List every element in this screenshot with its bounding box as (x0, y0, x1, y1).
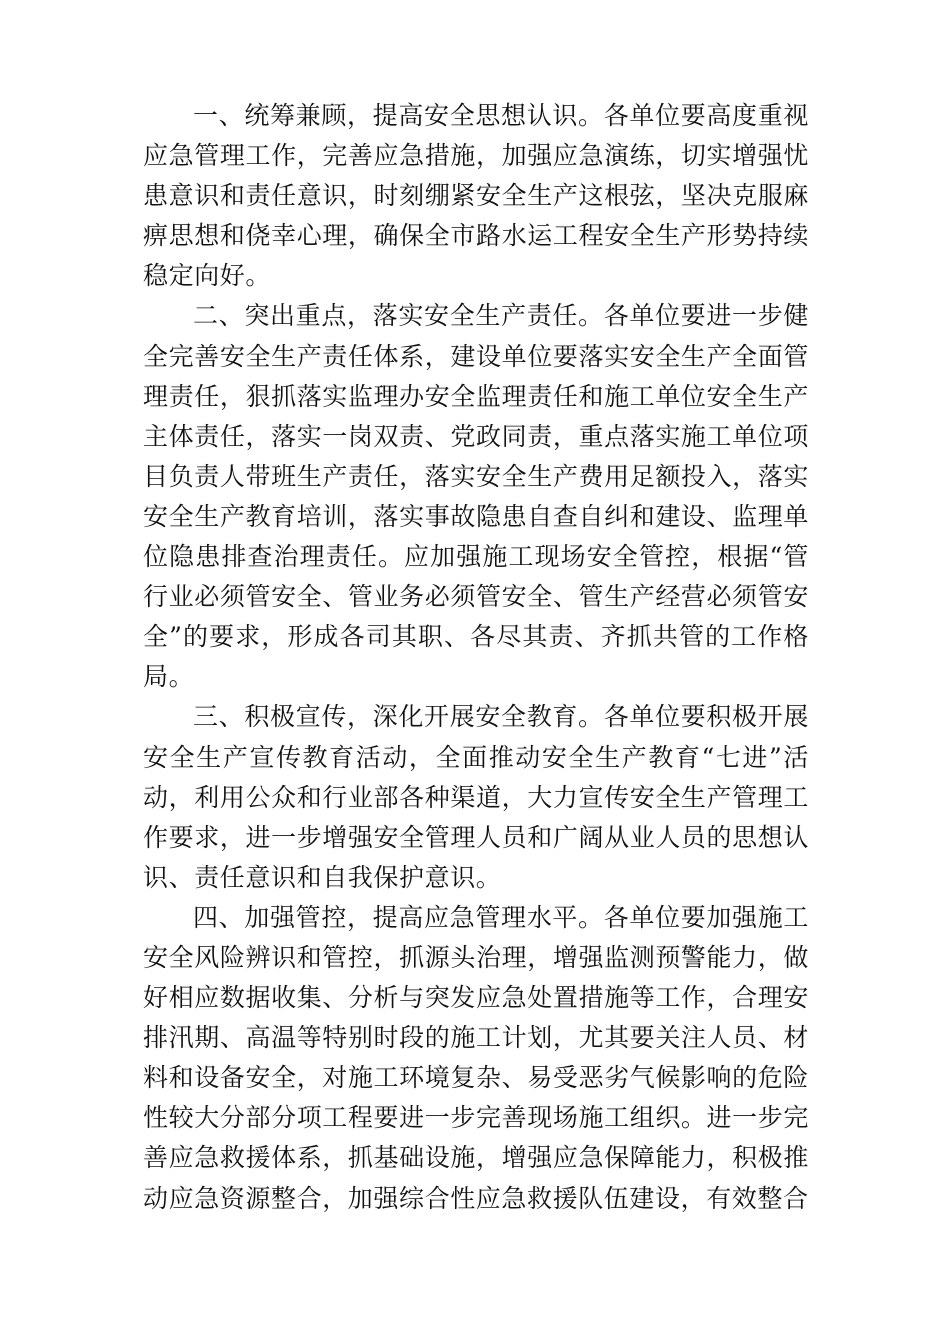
paragraph-3: 三、积极宣传，深化开展安全教育。各单位要积极开展安全生产宣传教育活动，全面推动安全生产教育“七进”活动，利用公众和行业部各种渠道，大力宣传安全生产管理工作要求，进一步增强安全管理人员和广阔从业人员的思想认识、责任意识和自我保护意识。 (143, 702, 809, 892)
paragraph-1: 一、统筹兼顾，提高安全思想认识。各单位要高度重视应急管理工作，完善应急措施，加强应急演练，切实增强忧患意识和责任意识，时刻绷紧安全生产这根弦，坚决克服麻痹思想和侥幸心理，确保全市路水运工程安全生产形势持续稳定向好。 (143, 101, 809, 291)
document-body (143, 96, 809, 1219)
paragraph-4: 四、加强管控，提高应急管理水平。各单位要加强施工安全风险辨识和管控，抓源头治理，增强监测预警能力，做好相应数据收集、分析与突发应急处置措施等工作，合理安排汛期、高温等特别时段的施工计划，尤其要关注人员、材料和设备安全，对施工环境复杂、易受恶劣气候影响的危险性较大分部分项工程要进一步完善现场施工组织。进一步完善应急救援体系，抓基础设施，增强应急保障能力，积极推动应急资源整合，加强综合性应急救援队伍建设，有效整合 (143, 902, 809, 1213)
paragraph-2: 二、突出重点，落实安全生产责任。各单位要进一步健全完善安全生产责任体系，建设单位要落实安全生产全面管理责任，狠抓落实监理办安全监理责任和施工单位安全生产主体责任，落实一岗双责、党政同责，重点落实施工单位项目负责人带班生产责任，落实安全生产费用足额投入，落实安全生产教育培训，落实事故隐患自查自纠和建设、监理单位隐患排查治理责任。应加强施工现场安全管控，根据“管行业必须管安全、管业务必须管安全、管生产经营必须管安全”的要求，形成各司其职、各尽其责、齐抓共管的工作格局。 (143, 301, 809, 692)
